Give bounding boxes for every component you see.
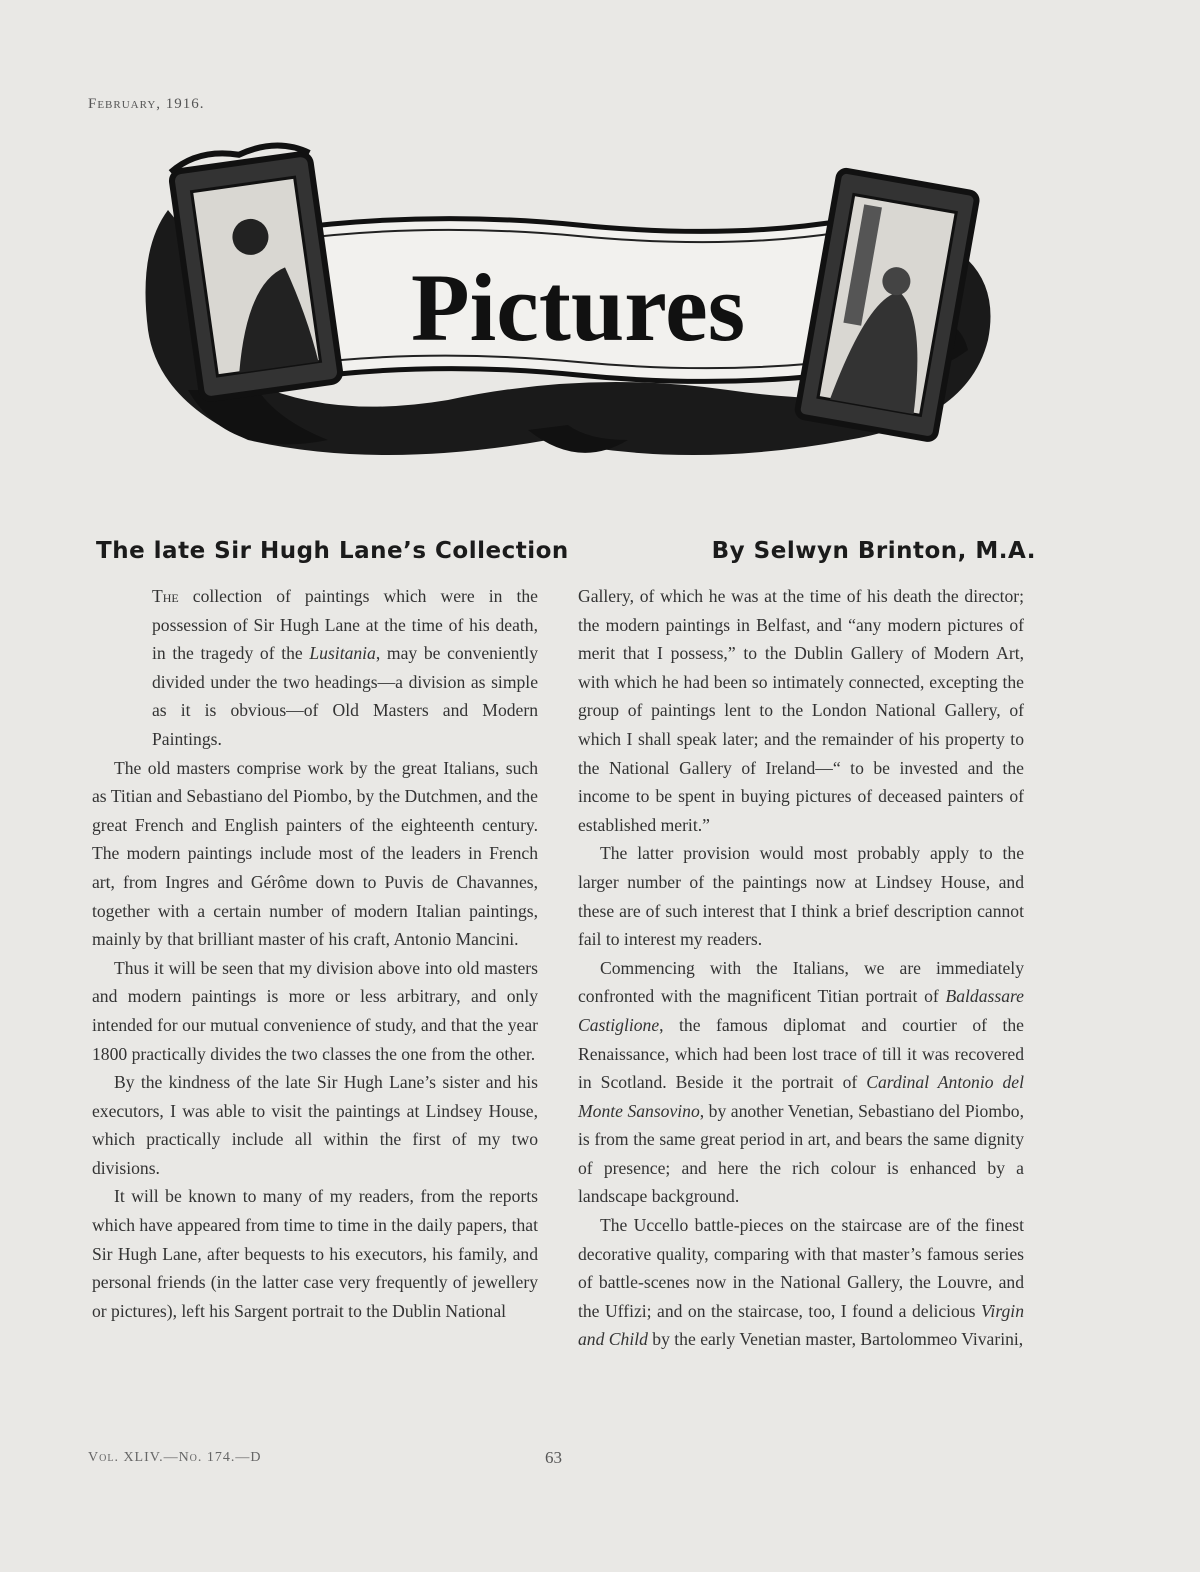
text-run: , the famous diplomat and courtier of the Renaissance, which had been lost trace of till it was recovered in Scotland. Beside it the portrait of — [578, 1014, 1024, 1093]
article-title: The late Sir Hugh Lane’s Collection — [96, 538, 569, 564]
article-body — [92, 582, 1024, 1442]
ship-name: Lusitania — [309, 643, 376, 664]
text-run: , by another Venetian, Sebastiano del Piombo, is from the same great period in art, and bears the same dignity of presence; and here the rich colour is enhanced by a landscape background. — [578, 1100, 1025, 1207]
paragraph: Gallery, of which he was at the time of his death the director; the modern paintings in Belfast, and “any modern pictures of merit that I possess,” to the Dublin Gallery of Modern Art, with which he had been so intimately connected, excepting the group of paintings lent to the London National Gallery, of which I shall speak later; and the remainder of his property to the National Gallery of Ireland—“ to be invested and the income to be spent in buying pictures of deceased painters of established merit.” — [578, 586, 1024, 835]
article-heading — [96, 538, 1036, 564]
paragraph: Thus it will be seen that my division above into old masters and modern paintings is more or less arbitrary, and only intended for our mutual convenience of study, and that the year 1800 practically divides the two classes the one from the other. — [92, 957, 538, 1064]
text-run: , may be conveniently divided under the two headings—a division as simple as it is obvious—of Old Masters and Modern Paintings. — [152, 643, 538, 749]
paragraph — [92, 582, 538, 754]
lead-word: The — [152, 586, 179, 606]
column-left — [92, 582, 538, 1442]
paragraph — [578, 954, 1024, 1211]
article-byline: By Selwyn Brinton, M.A. — [711, 538, 1036, 564]
paragraph: It will be known to many of my readers, from the reports which have appeared from time to time in the daily papers, that Sir Hugh Lane, after bequests to his executors, his family, and personal friends (in the latter case very frequently of jewellery or pictures), left his Sargent portrait to the Dublin National — [92, 1186, 538, 1321]
text-run: by the early Venetian master, Bartolommeo Vivarini, — [647, 1329, 1024, 1350]
column-right — [578, 582, 1024, 1442]
paragraph: The latter provision would most probably apply to the larger number of the paintings now at Lindsey House, and these are of such interest that I think a brief description cannot fail to interest my readers. — [578, 843, 1024, 950]
pictures-banner-illustration — [128, 140, 1008, 480]
page-number: 63 — [545, 1448, 562, 1467]
issue-date: February, 1916. — [88, 96, 205, 112]
paragraph: The old masters comprise work by the great Italians, such as Titian and Sebastiano del Piombo, by the Dutchmen, and the great French and English painters of the eighteenth century. The modern paintings include most of the leaders in French art, from Ingres and Gérôme down to Puvis de Chavannes, together with a certain number of modern Italian paintings, mainly by that brilliant master of his craft, Antonio Mancini. — [92, 757, 538, 950]
volume-number: Vol. XLIV.—No. 174.—D — [88, 1450, 262, 1465]
painting-title: Baldassare Castiglione — [578, 986, 1024, 1035]
banner-word: Pictures — [410, 254, 746, 361]
text-run: collection of paintings which were in the possession of Sir Hugh Lane at the time of his death, in the tragedy of the — [152, 586, 538, 664]
text-run: Commencing with the Italians, we are immediately confronted with the magnificent Titian portrait of — [578, 957, 1024, 1007]
text-run: The Uccello battle-pieces on the staircase are of the finest decorative quality, comparing with that master’s famous series of battle-scenes now in the National Gallery, the Louvre, and the Uffizi; and on the staircase, too, I found a delicious — [578, 1215, 1024, 1321]
painting-title: Cardinal Antonio del Monte Sansovino — [578, 1072, 1024, 1121]
paragraph: By the kindness of the late Sir Hugh Lane’s sister and his executors, I was able to visit the paintings at Lindsey House, which practically include all within the first of my two divisions. — [92, 1072, 538, 1178]
painting-title: Virgin and Child — [578, 1300, 1024, 1350]
paragraph — [578, 1211, 1024, 1354]
